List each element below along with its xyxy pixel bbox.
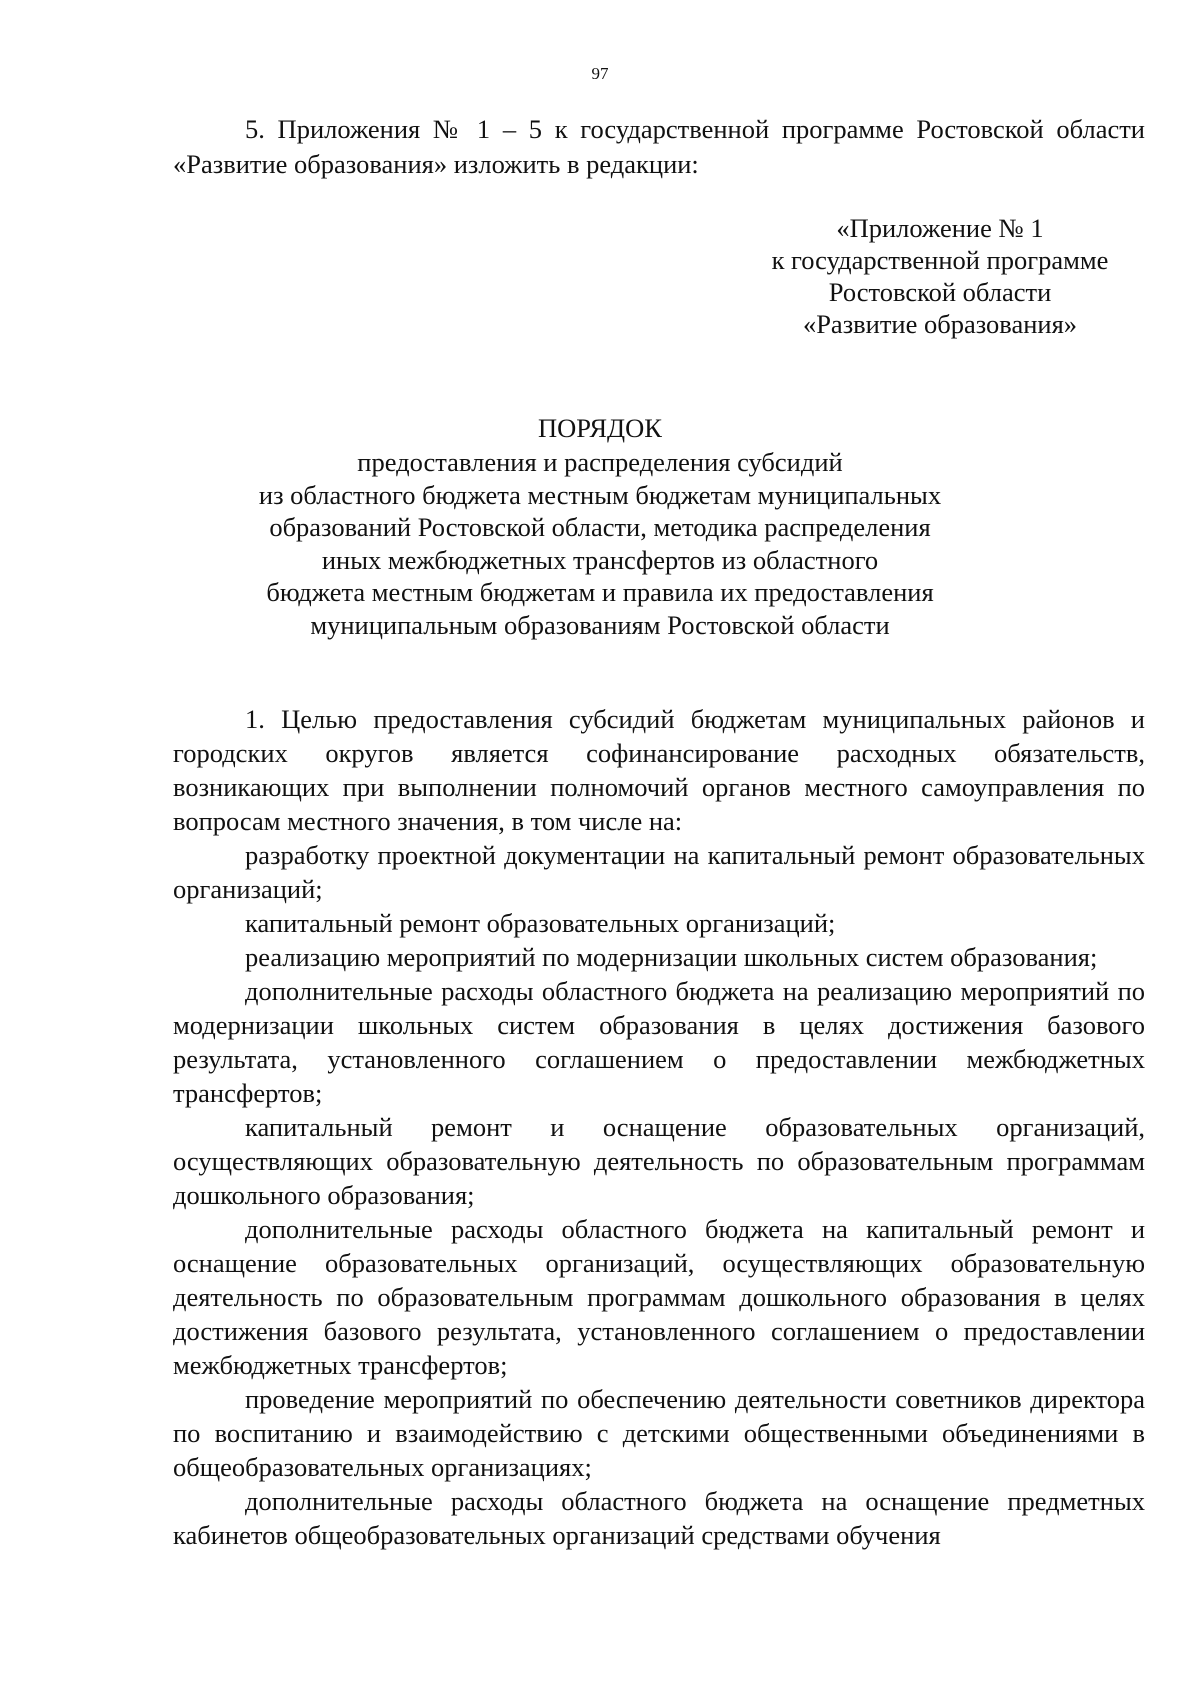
subtitle-line: бюджета местным бюджетам и правила их предоставления [266,577,934,607]
body-paragraph: проведение мероприятий по обеспечению деятельности советников директора по воспитанию и взаимодействию с детскими общественными объединениями в общеобразовательных организациях; [173,1384,1145,1482]
body-paragraph: дополнительные расходы областного бюджета на капитальный ремонт и оснащение образовательных организаций, осуществляющих образовательную деятельность по образовательным программам дошкольного образования в целях достижения базового результата, установленного соглашением о предоставлении межбюджетных трансфертов; [173,1214,1145,1380]
body-paragraph: капитальный ремонт и оснащение образовательных организаций, осуществляющих образовательную деятельность по образовательным программам дошкольного образования; [173,1112,1145,1210]
subtitle-line: муниципальным образованиям Ростовской области [310,609,890,640]
body-paragraph: реализацию мероприятий по модернизации школьных систем образования; [245,942,1098,972]
subtitle-line: предоставления и распределения субсидий [357,447,843,477]
body-paragraph: 1. Целью предоставления субсидий бюджетам муниципальных районов и городских округов является софинансирование расходных обязательств, возникающих при выполнении полномочий органов местного самоуправления по вопросам местного значения, в том числе на: [173,704,1145,836]
annex-header [720,212,1160,340]
body-paragraph: дополнительные расходы областного бюджета на оснащение предметных кабинетов общеобразовательных организаций средствами обучения [173,1486,1145,1550]
annex-line: к государственной программе [771,245,1109,275]
annex-line: Ростовской области [828,277,1052,307]
body-paragraph: разработку проектной документации на капитальный ремонт образовательных организаций; [173,840,1145,904]
document-body [173,702,1145,1552]
body-paragraph: дополнительные расходы областного бюджета на реализацию мероприятий по модернизации школьных систем образования в целях достижения базового результата, установленного соглашением о предоставлении межбюджетных трансфертов; [173,976,1145,1108]
subtitle-line: образований Ростовской области, методика распределения [269,512,931,542]
document-subtitle [0,446,1200,641]
body-paragraph: капитальный ремонт образовательных организаций; [245,908,836,938]
annex-line: «Приложение № 1 [836,213,1044,243]
subtitle-line: из областного бюджета местным бюджетам муниципальных [258,479,942,510]
subtitle-line: иных межбюджетных трансфертов из областного [321,544,879,575]
annex-line: «Развитие образования» [802,309,1078,339]
page-number: 97 [591,64,609,83]
intro-paragraph: 5. Приложения № 1 – 5 к государственной программе Ростовской области «Развитие образования» изложить в редакции: [173,114,1145,179]
document-title: ПОРЯДОК [538,413,662,443]
